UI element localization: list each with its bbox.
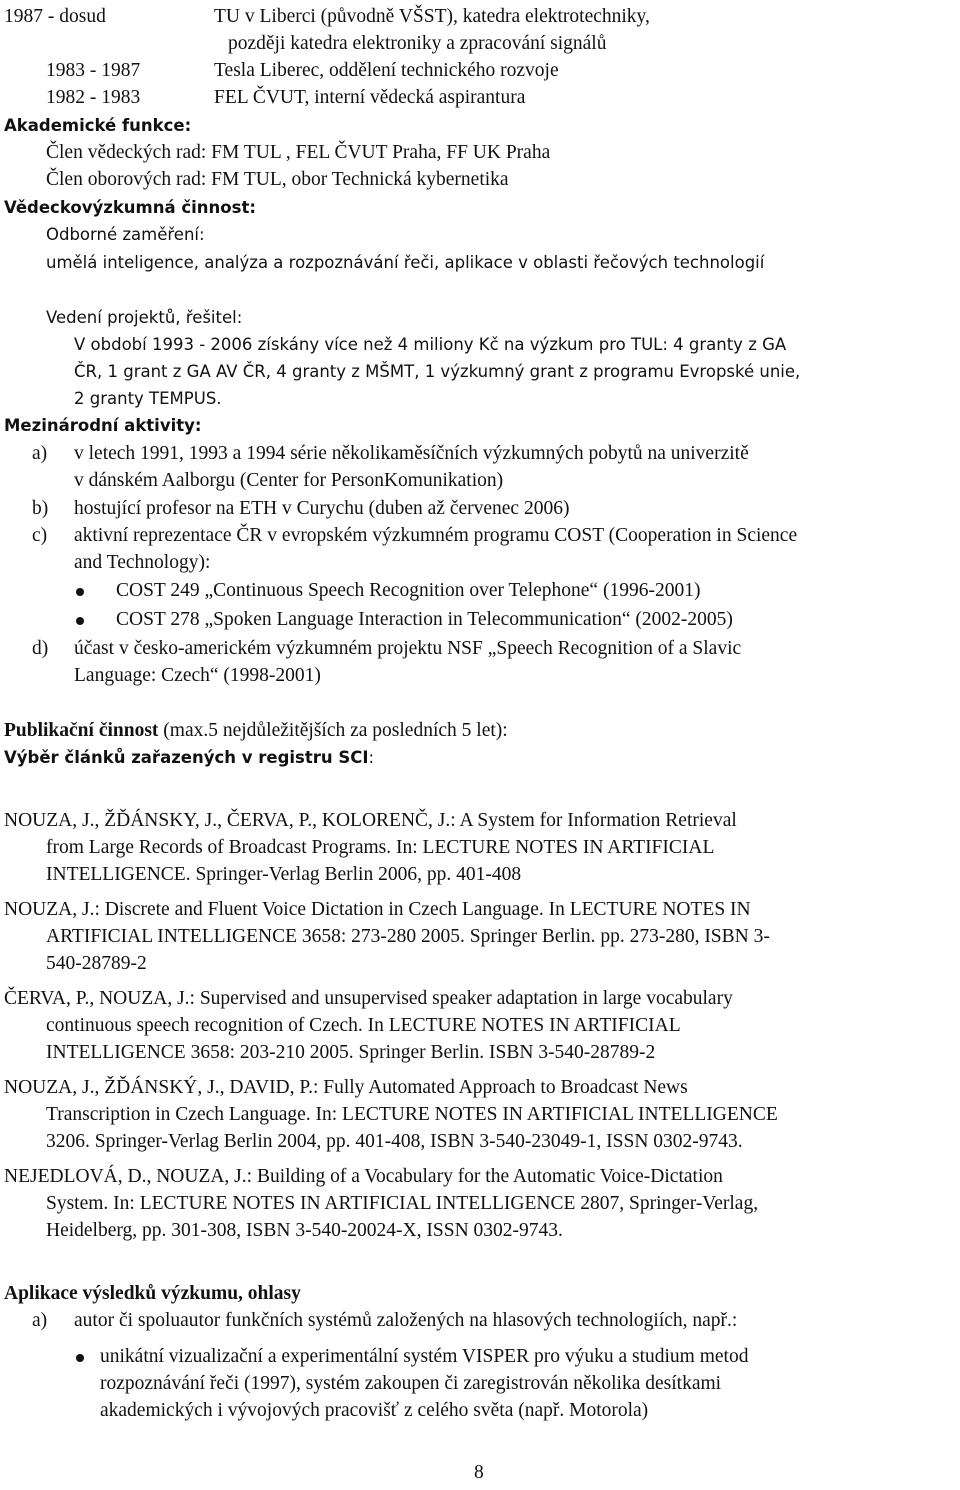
projects-text: ČR, 1 grant z GA AV ČR, 4 granty z MŠMT, 1 výzkumný grant z programu Evropské unie, — [74, 362, 801, 381]
career-years: 1987 - dosud — [4, 6, 106, 27]
application-bullet-text: akademických i vývojových pracovišť z celého světa (např. Motorola) — [100, 1400, 649, 1421]
publication-entry: INTELLIGENCE. Springer-Verlag Berlin 2006, pp. 401-408 — [46, 864, 522, 885]
application-bullet-text: rozpoznávání řeči (1997), systém zakoupen či zaregistrován několika desítkami — [100, 1373, 722, 1394]
academic-item: Člen oborových rad: FM TUL, obor Technická kybernetika — [46, 169, 509, 190]
focus-label: Odborné zaměření: — [46, 225, 205, 244]
section-heading: Mezinárodní aktivity: — [4, 416, 202, 435]
projects-text: 2 granty TEMPUS. — [74, 389, 222, 408]
publication-entry: Transcription in Czech Language. In: LECTURE NOTES IN ARTIFICIAL INTELLIGENCE — [46, 1104, 778, 1125]
projects-text: V období 1993 - 2006 získány více než 4 miliony Kč na výzkum pro TUL: 4 granty z GA — [74, 335, 787, 354]
career-years: 1983 - 1987 — [46, 60, 141, 81]
publication-entry: System. In: LECTURE NOTES IN ARTIFICIAL INTELLIGENCE 2807, Springer-Verlag, — [46, 1193, 759, 1214]
career-years: 1982 - 1983 — [46, 87, 141, 108]
projects-label: Vedení projektů, řešitel: — [46, 308, 243, 327]
career-text: TU v Liberci (původně VŠST), katedra elektrotechniky, — [214, 6, 650, 27]
page-number: 8 — [474, 1462, 484, 1483]
academic-item: Člen vědeckých rad: FM TUL , FEL ČVUT Praha, FF UK Praha — [46, 142, 551, 163]
publication-entry: 3206. Springer-Verlag Berlin 2004, pp. 401-408, ISBN 3-540-23049-1, ISSN 0302-9743. — [46, 1131, 743, 1152]
publication-entry: from Large Records of Broadcast Programs. In: LECTURE NOTES IN ARTIFICIAL — [46, 837, 715, 858]
publication-entry: NOUZA, J.: Discrete and Fluent Voice Dictation in Czech Language. In LECTURE NOTES IN — [4, 899, 751, 920]
publications-heading — [4, 718, 508, 744]
focus-text: umělá inteligence, analýza a rozpoznávání řeči, aplikace v oblasti řečových technologií — [46, 253, 765, 272]
list-item-text: účast v česko-americkém výzkumném projektu NSF „Speech Recognition of a Slavic — [74, 638, 742, 659]
list-item-text: hostující profesor na ETH v Curychu (duben až červenec 2006) — [74, 498, 570, 519]
cost-item: COST 278 „Spoken Language Interaction in Telecommunication“ (2002-2005) — [116, 609, 733, 630]
list-marker: c) — [32, 525, 48, 546]
list-item-text: v letech 1991, 1993 a 1994 série několikaměsíčních výzkumných pobytů na univerzitě — [74, 443, 749, 464]
list-marker: a) — [32, 443, 48, 464]
application-bullet-text: unikátní vizualizační a experimentální systém VISPER pro výuku a studium metod — [100, 1346, 749, 1367]
publications-heading-bold: Publikační činnost — [4, 720, 159, 741]
bullet-icon — [76, 617, 84, 625]
sci-heading-colon: : — [368, 748, 375, 767]
section-heading: Vědeckovýzkumná činnost: — [4, 198, 256, 217]
list-item-text: and Technology): — [74, 552, 211, 573]
section-heading: Akademické funkce: — [4, 116, 192, 135]
publication-entry: INTELLIGENCE 3658: 203-210 2005. Springer Berlin. ISBN 3-540-28789-2 — [46, 1042, 656, 1063]
list-item-text: Language: Czech“ (1998-2001) — [74, 665, 321, 686]
list-item-text: v dánském Aalborgu (Center for PersonKomunikation) — [74, 470, 504, 491]
sci-heading-bold: Výběr článků zařazených v registru SCI — [4, 748, 369, 767]
career-text: FEL ČVUT, interní vědecká aspirantura — [214, 87, 526, 108]
career-text: Tesla Liberec, oddělení technického rozvoje — [214, 60, 559, 81]
career-text: později katedra elektroniky a zpracování signálů — [228, 33, 607, 54]
list-item-text: aktivní reprezentace ČR v evropském výzkumném programu COST (Cooperation in Science — [74, 525, 798, 546]
publication-entry: ARTIFICIAL INTELLIGENCE 3658: 273-280 2005. Springer Berlin. pp. 273-280, ISBN 3- — [46, 926, 770, 947]
list-marker: a) — [32, 1310, 48, 1331]
publication-entry: NOUZA, J., ŽĎÁNSKY, J., ČERVA, P., KOLORENČ, J.: A System for Information Retrieval — [4, 810, 737, 831]
publication-entry: NOUZA, J., ŽĎÁNSKÝ, J., DAVID, P.: Fully Automated Approach to Broadcast News — [4, 1077, 688, 1098]
publication-entry: continuous speech recognition of Czech. In LECTURE NOTES IN ARTIFICIAL — [46, 1015, 681, 1036]
bullet-icon — [76, 1354, 84, 1362]
section-heading: Aplikace výsledků výzkumu, ohlasy — [4, 1283, 301, 1304]
list-marker: d) — [32, 638, 49, 659]
cost-item: COST 249 „Continuous Speech Recognition over Telephone“ (1996-2001) — [116, 580, 701, 601]
publication-entry: Heidelberg, pp. 301-308, ISBN 3-540-20024-X, ISSN 0302-9743. — [46, 1220, 563, 1241]
publications-heading-rest: (max.5 nejdůležitějších za posledních 5 let): — [158, 720, 508, 741]
publication-entry: 540-28789-2 — [46, 953, 147, 974]
publication-entry: ČERVA, P., NOUZA, J.: Supervised and unsupervised speaker adaptation in large vocabulary — [4, 988, 733, 1009]
sci-heading — [4, 745, 374, 771]
list-marker: b) — [32, 498, 49, 519]
publication-entry: NEJEDLOVÁ, D., NOUZA, J.: Building of a Vocabulary for the Automatic Voice-Dictation — [4, 1166, 723, 1187]
bullet-icon — [76, 588, 84, 596]
list-item-text: autor či spoluautor funkčních systémů založených na hlasových technologiích, např.: — [74, 1310, 738, 1331]
